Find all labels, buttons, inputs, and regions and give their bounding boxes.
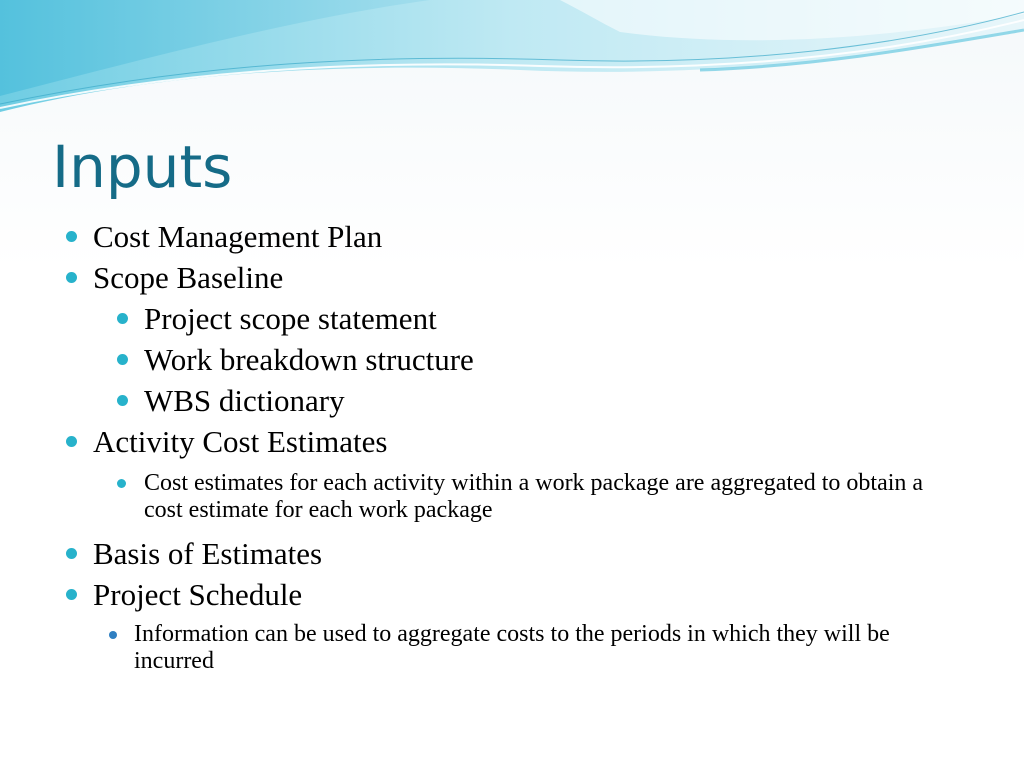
header-wave-decoration: [0, 0, 1024, 130]
bullet-item: [62, 257, 962, 298]
bullet-text: Scope Baseline: [93, 260, 284, 295]
bullet-dot-icon: [117, 313, 128, 324]
bullet-dot-icon: [117, 479, 126, 488]
bullet-text: WBS dictionary: [144, 383, 345, 418]
bullet-dot-icon: [109, 631, 117, 639]
bullet-dot-icon: [66, 548, 77, 559]
bullet-text: Project scope statement: [144, 301, 437, 336]
bullet-dot-icon: [66, 589, 77, 600]
bullet-dot-icon: [66, 272, 77, 283]
sub-bullet-item: [62, 462, 962, 533]
bullet-dot-icon: [117, 395, 128, 406]
bullet-item: [62, 216, 962, 257]
sub-bullet-item: [62, 380, 962, 421]
bullet-item: [62, 533, 962, 574]
bullet-text: Cost estimates for each activity within a work package are aggregated to obtain a cost estimate for each work package: [144, 470, 924, 523]
bullet-text: Work breakdown structure: [144, 342, 474, 377]
sub-sub-bullet-item: [62, 615, 962, 675]
bullet-text: Activity Cost Estimates: [93, 424, 388, 459]
slide-title: Inputs: [52, 133, 233, 201]
bullet-text: Basis of Estimates: [93, 536, 323, 571]
bullet-dot-icon: [66, 436, 77, 447]
sub-bullet-item: [62, 339, 962, 380]
bullet-item: [62, 574, 962, 615]
sub-bullet-item: [62, 298, 962, 339]
bullet-text: Information can be used to aggregate costs to the periods in which they will be incurred: [134, 621, 890, 674]
bullet-item: [62, 421, 962, 462]
bullet-dot-icon: [66, 231, 77, 242]
bullet-text: Cost Management Plan: [93, 219, 383, 254]
bullet-dot-icon: [117, 354, 128, 365]
bullet-text: Project Schedule: [93, 577, 303, 612]
bullet-list: [62, 216, 962, 675]
